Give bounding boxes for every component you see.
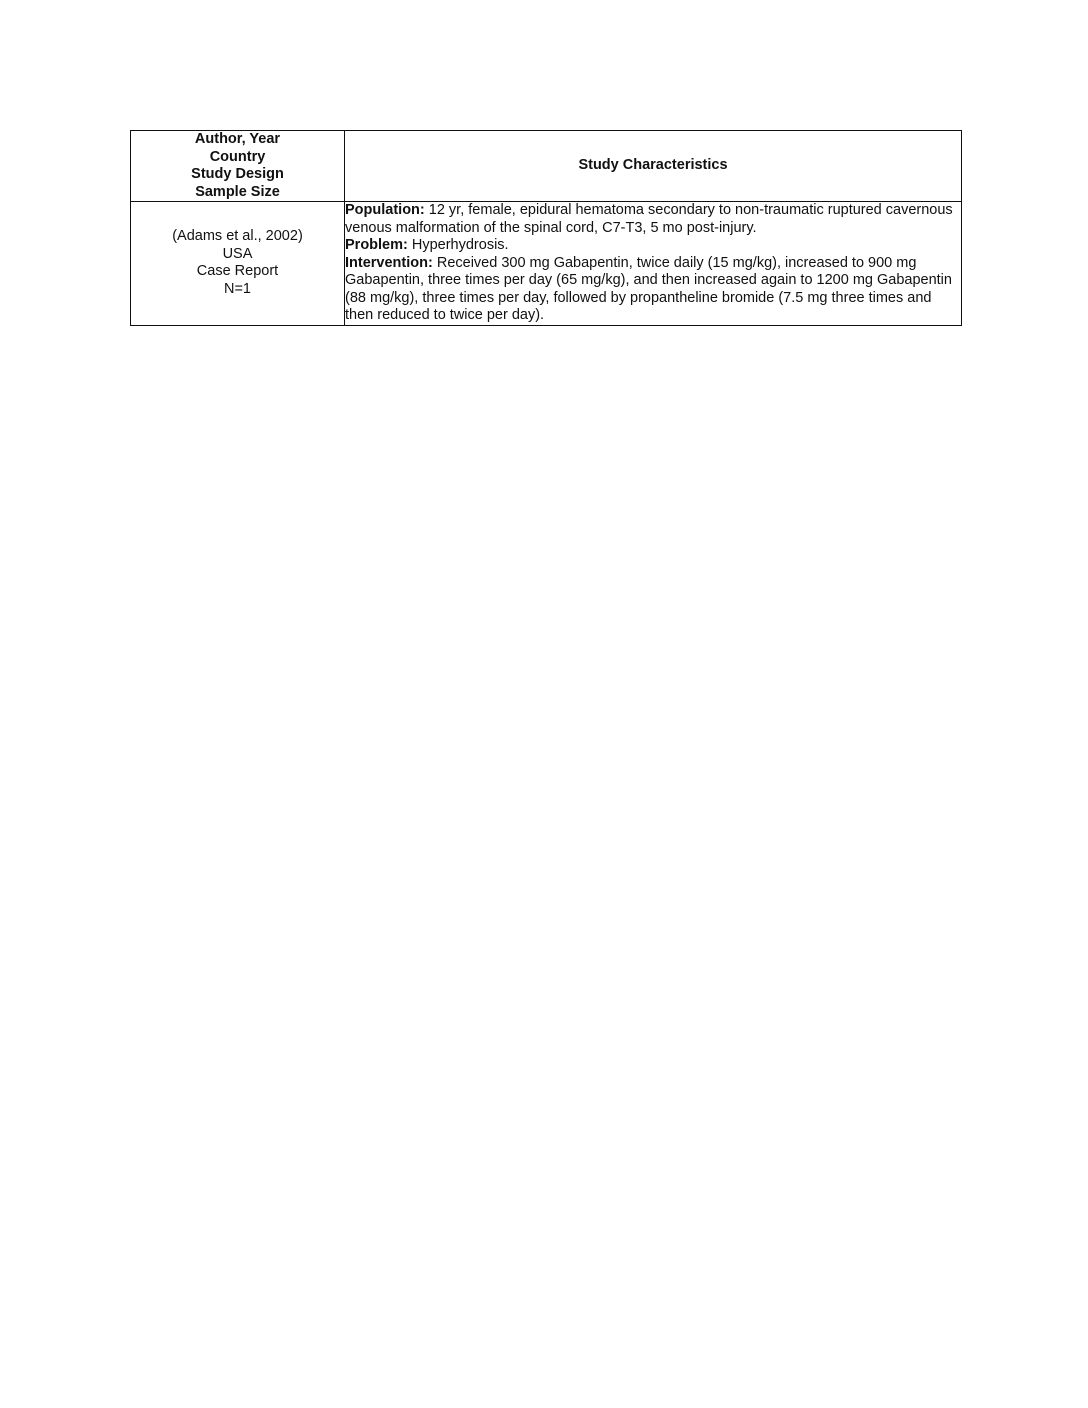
header-country: Country <box>209 148 266 165</box>
intervention-label: Intervention: <box>345 254 433 271</box>
population-text: 12 yr, female, epidural hematoma secondary to non-traumatic ruptured cavernous venous malformation of the spinal cord, C7-T3, 5 mo post-injury. <box>345 202 953 236</box>
population-paragraph <box>345 202 961 237</box>
table-row <box>131 202 962 326</box>
study-country: USA <box>222 245 253 262</box>
header-author-year: Author, Year <box>194 131 281 147</box>
problem-text: Hyperhydrosis. <box>407 237 509 253</box>
study-design: Case Report <box>196 263 279 280</box>
header-author-year-cell <box>131 131 345 202</box>
study-sample-size: N=1 <box>223 280 251 297</box>
problem-label: Problem: <box>345 237 408 253</box>
population-label: Population: <box>345 202 425 218</box>
problem-paragraph <box>345 237 961 255</box>
header-study-design: Study Design <box>191 166 284 182</box>
header-sample-size: Sample Size <box>195 183 280 200</box>
study-author-year: (Adams et al., 2002) <box>172 228 303 245</box>
intervention-paragraph <box>345 255 961 325</box>
table-header-row <box>131 131 962 202</box>
study-characteristics-table <box>130 130 962 326</box>
header-study-characteristics: Study Characteristics <box>345 131 962 202</box>
intervention-text: Received 300 mg Gabapentin, twice daily (15 mg/kg), increased to 900 mg Gabapentin, three times per day (65 mg/kg), and then increased again to 1200 mg Gabapentin (88 mg/kg), three times per day, followed by propantheline bromide (7.5 mg three times and then reduced to twice per day). <box>345 254 952 323</box>
study-characteristics-cell <box>345 202 962 326</box>
study-citation-cell <box>131 202 345 326</box>
